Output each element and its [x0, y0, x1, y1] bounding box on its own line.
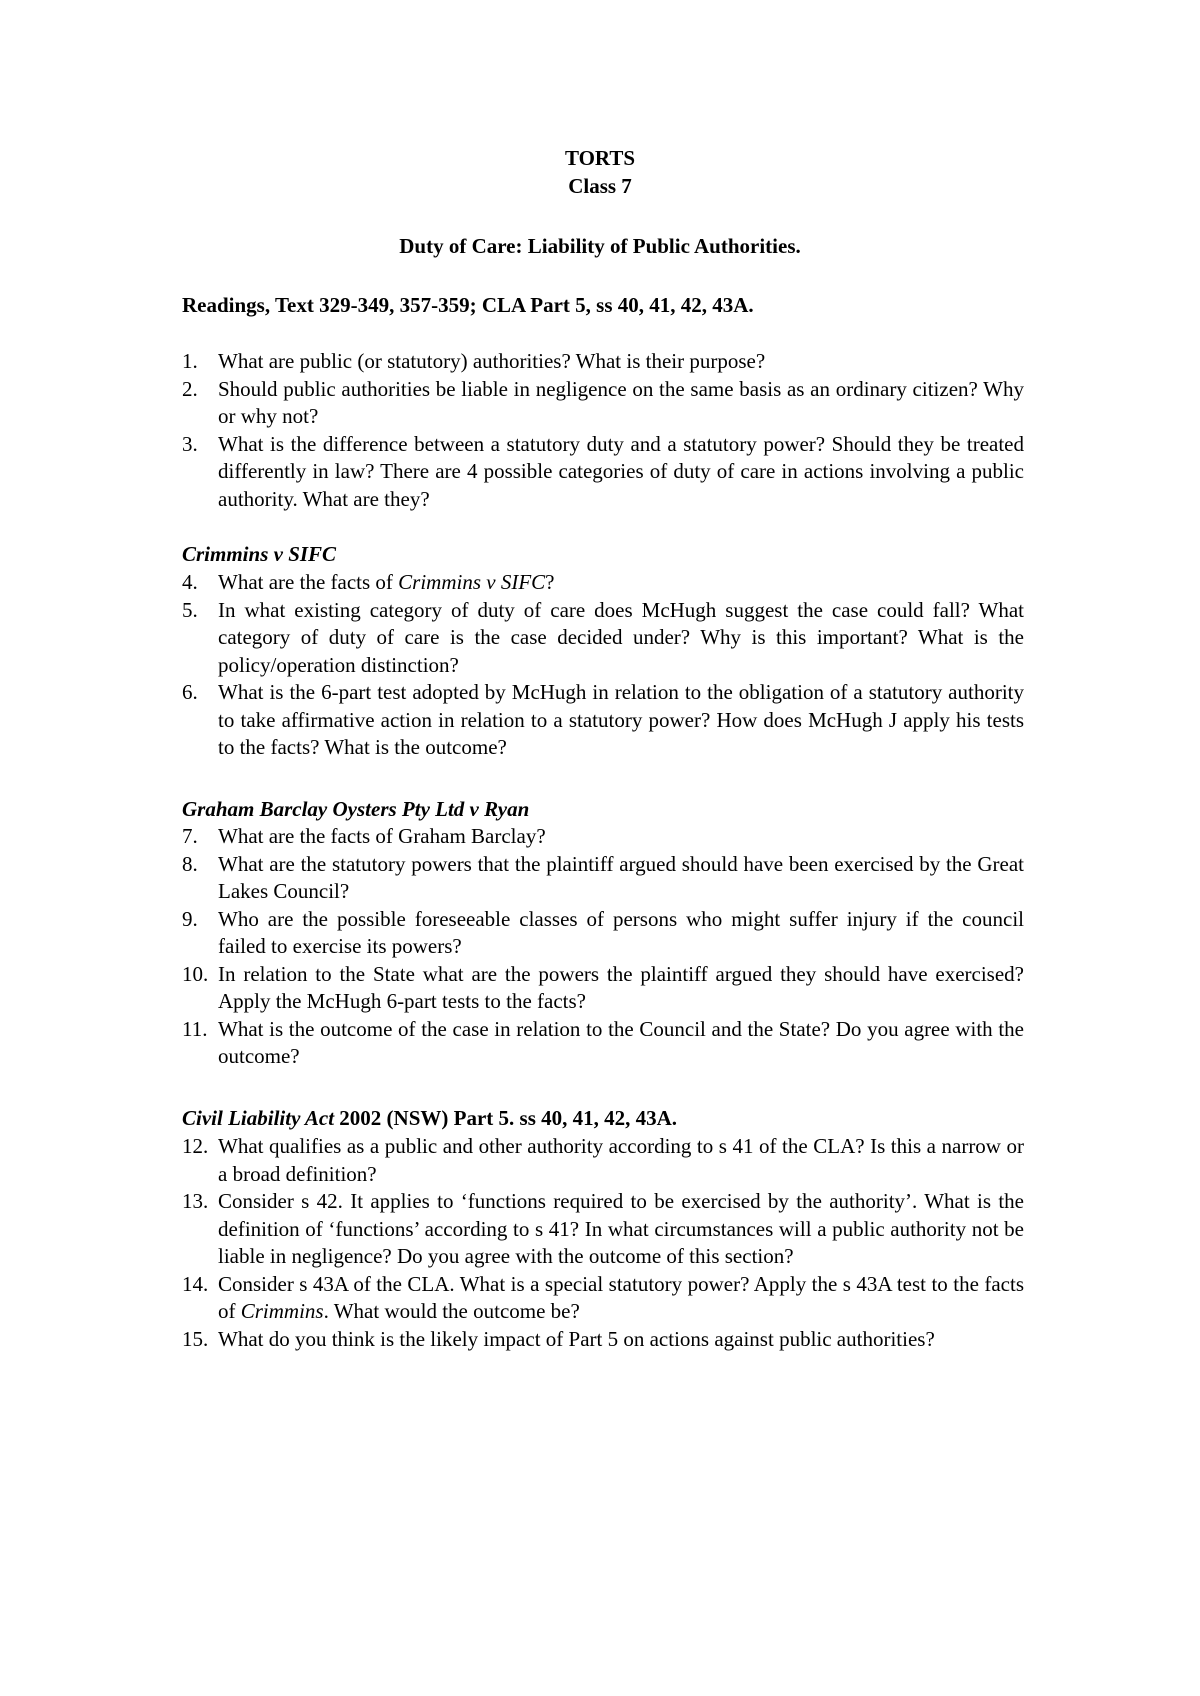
list-item: [182, 348, 1024, 376]
section-heading-rest: 2002 (NSW) Part 5. ss 40, 41, 42, 43A.: [334, 1106, 678, 1130]
question-number: 7.: [182, 824, 198, 848]
list-item: [182, 851, 1024, 906]
section-heading-crimmins: [182, 541, 336, 569]
question-text: What are the facts of Graham Barclay?: [218, 824, 546, 848]
section-heading-text: Graham Barclay Oysters Pty Ltd v Ryan: [182, 797, 530, 821]
list-item: [182, 1271, 1024, 1326]
question-text: Should public authorities be liable in negligence on the same basis as an ordinary citizen? Why or why not?: [218, 376, 1024, 428]
list-item: [182, 679, 1024, 762]
question-number: 15.: [182, 1326, 209, 1351]
list-item: [182, 1133, 1024, 1188]
section-heading-graham-barclay: [182, 796, 529, 824]
list-item: [182, 1016, 1024, 1071]
list-item: [182, 597, 1024, 680]
list-item: [182, 569, 1024, 597]
question-text: What are the statutory powers that the plaintiff argued should have been exercised by the Great Lakes Council?: [218, 851, 1024, 903]
question-number: 8.: [182, 851, 198, 876]
question-text: What is the outcome of the case in relation to the Council and the State? Do you agree with the outcome?: [218, 1016, 1024, 1068]
case-name: Crimmins v SIFC: [398, 570, 546, 594]
readings-line: Readings, Text 329-349, 357-359; CLA Part 5, ss 40, 41, 42, 43A.: [182, 293, 754, 317]
list-item: [182, 431, 1024, 514]
question-number: 2.: [182, 376, 198, 401]
intro-question-list: [182, 348, 1024, 513]
question-text: Consider s 42. It applies to ‘functions required to be exercised by the authority’. What is the definition of ‘functions’ according to s 41? In what circumstances will a public authority not be liable in negligence? Do you agree with the outcome of this section?: [218, 1189, 1024, 1268]
question-number: 11.: [182, 1016, 208, 1041]
question-text: What qualifies as a public and other authority according to s 41 of the CLA? Is this a narrow or a broad definition?: [218, 1134, 1024, 1186]
section-heading-cla: [182, 1105, 677, 1133]
list-item: [182, 1326, 1024, 1354]
question-number: 3.: [182, 431, 198, 456]
crimmins-question-list: [182, 569, 1024, 762]
question-text: What is the 6-part test adopted by McHugh in relation to the obligation of a statutory authority to take affirmative action in relation to a statutory power? How does McHugh J apply his tests to the facts? What is the outcome?: [218, 680, 1024, 759]
question-number: 6.: [182, 680, 198, 704]
document-title: TORTS: [564, 146, 636, 170]
list-item: [182, 906, 1024, 961]
cla-question-list: [182, 1133, 1024, 1353]
question-text: In relation to the State what are the powers the plaintiff argued they should have exercised? Apply the McHugh 6-part tests to the facts?: [218, 961, 1024, 1013]
case-name: Crimmins: [240, 1299, 324, 1323]
question-text: Who are the possible foreseeable classes of persons who might suffer injury if the council failed to exercise its powers?: [218, 906, 1024, 958]
question-text: Consider s 43A of the CLA. What is a special statutory power? Apply the s 43A test to the facts of: [218, 1271, 1024, 1323]
section-heading-text: Crimmins v SIFC: [182, 542, 337, 566]
question-text-end: . What would the outcome be?: [323, 1299, 580, 1323]
question-number: 5.: [182, 597, 198, 622]
question-text: What do you think is the likely impact of Part 5 on actions against public authorities?: [218, 1326, 935, 1351]
question-text: What are the facts of: [218, 570, 399, 594]
question-text: In what existing category of duty of care does McHugh suggest the case could fall? What category of duty of care is the case decided under? Why is this important? What is the policy/operation distinction?: [218, 597, 1024, 677]
graham-question-list: [182, 823, 1024, 1071]
question-text: What are public (or statutory) authorities? What is their purpose?: [218, 349, 766, 373]
question-number: 12.: [182, 1134, 209, 1158]
list-item: [182, 376, 1024, 431]
question-text-end: ?: [545, 570, 555, 594]
question-number: 9.: [182, 906, 198, 931]
list-item: [182, 1188, 1024, 1271]
class-label: Class 7: [568, 174, 632, 198]
question-number: 14.: [182, 1271, 209, 1296]
section-heading-italic: Civil Liability Act: [182, 1106, 335, 1130]
question-number: 10.: [182, 961, 209, 986]
topic-heading: Duty of Care: Liability of Public Authorities.: [399, 234, 801, 258]
list-item: [182, 823, 1024, 851]
question-text: What is the difference between a statutory duty and a statutory power? Should they be treated differently in law? There are 4 possible categories of duty of care in actions involving a public authority. What are they?: [218, 431, 1024, 511]
question-number: 4.: [182, 570, 198, 594]
question-number: 1.: [182, 349, 198, 373]
question-number: 13.: [182, 1189, 209, 1213]
list-item: [182, 961, 1024, 1016]
